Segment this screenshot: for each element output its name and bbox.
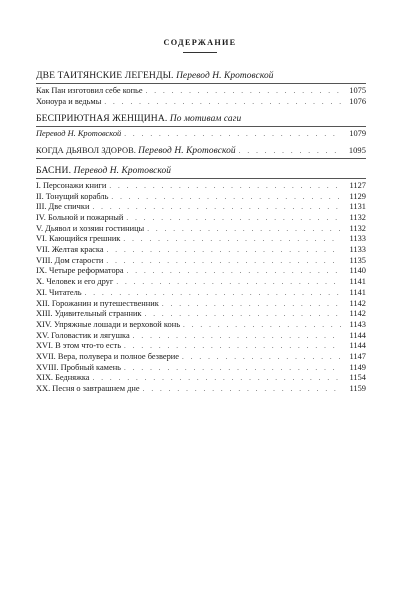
entry-title: I. Персонажи книги — [36, 180, 107, 190]
toc-section — [36, 113, 366, 140]
section-title-row — [36, 165, 366, 177]
toc-entry — [36, 309, 366, 320]
page-number: 1154 — [349, 373, 366, 383]
leader-dots — [127, 266, 341, 277]
toc-entry — [36, 97, 366, 108]
section-translator: Перевод Н. Кротовской — [73, 165, 172, 176]
toc-entry — [36, 224, 366, 235]
toc-entry — [36, 192, 366, 203]
section-title: ДВЕ ТАИТЯНСКИЕ ЛЕГЕНДЫ. — [36, 70, 174, 81]
leader-dots — [109, 181, 341, 192]
leader-dots — [124, 363, 341, 374]
page-number: 1079 — [349, 129, 366, 139]
entry-title: Перевод Н. Кротовской — [36, 129, 122, 139]
leader-dots — [116, 277, 341, 288]
page-number: 1149 — [349, 362, 366, 372]
leader-dots — [106, 256, 341, 267]
leader-dots — [111, 192, 341, 203]
entry-title: III. Две спички — [36, 202, 90, 212]
page-number: 1131 — [349, 202, 366, 212]
entry-title: XVI. В этом что-то есть — [36, 341, 122, 351]
entry-title: VI. Кающийся грешник — [36, 234, 121, 244]
leader-dots — [107, 245, 341, 256]
toc-section — [36, 146, 366, 159]
leader-dots — [93, 373, 341, 384]
page-number: 1147 — [349, 352, 366, 362]
leader-dots — [123, 234, 341, 245]
section-rule — [36, 158, 366, 159]
toc-entry — [36, 352, 366, 363]
leader-dots — [239, 146, 341, 157]
entry-title: IX. Четыре реформатора — [36, 266, 124, 276]
toc-entry — [36, 202, 366, 213]
toc-entry — [36, 384, 366, 395]
toc-entry — [36, 320, 366, 331]
page-heading: СОДЕРЖАНИЕ — [163, 38, 237, 47]
entry-title: Хоноура и ведьмы — [36, 96, 102, 106]
toc-entry — [36, 181, 366, 192]
entry-title: XIX. Бедняжка — [36, 373, 90, 383]
entry-title: VIII. Дом старости — [36, 255, 104, 265]
leader-dots — [92, 202, 341, 213]
section-title: БАСНИ. — [36, 164, 72, 176]
toc-entry — [36, 299, 366, 310]
page-number: 1076 — [349, 96, 366, 106]
leader-dots — [162, 299, 341, 310]
section-rule — [36, 126, 366, 127]
leader-dots — [133, 331, 341, 342]
page-number: 1075 — [349, 86, 366, 95]
entry-title: XVII. Вера, полувера и полное безверие — [36, 352, 179, 362]
entry-title: XX. Песня о завтрашнем дне — [36, 384, 140, 394]
leader-dots — [145, 309, 342, 320]
entry-title: XIV. Упряжные лошади и верховой конь — [36, 319, 181, 329]
entry-title: XI. Читатель — [36, 287, 82, 297]
leader-dots — [104, 97, 341, 108]
page-number: 1141 — [349, 287, 366, 297]
page-number: 1142 — [349, 309, 366, 319]
section-translator: По мотивам саги — [169, 114, 242, 125]
page-number: 1159 — [349, 384, 366, 394]
toc-entry — [36, 213, 366, 224]
section-rule — [36, 83, 366, 84]
leader-dots — [126, 213, 341, 224]
section-title-row — [36, 146, 366, 157]
toc-entry — [36, 129, 366, 140]
page-number: 1133 — [349, 234, 366, 244]
toc-section — [36, 70, 366, 107]
toc-entry — [36, 341, 366, 352]
section-translator: Перевод Н. Кротовской — [138, 146, 236, 157]
leader-dots — [182, 352, 341, 363]
leader-dots — [124, 341, 341, 352]
toc-entry — [36, 266, 366, 277]
entry-title: Как Пан изготовил себе копье — [36, 86, 143, 95]
entry-title: V. Дьявол и хозяин гостиницы — [36, 223, 145, 233]
section-title: БЕСПРИЮТНАЯ ЖЕНЩИНА. — [36, 113, 168, 125]
page-number: 1129 — [349, 191, 366, 201]
section-title-row — [36, 70, 366, 82]
leader-dots — [147, 224, 341, 235]
leader-dots — [146, 86, 341, 97]
toc-entry — [36, 86, 366, 97]
page-number: 1142 — [349, 298, 366, 308]
entry-title: X. Человек и его друг — [36, 277, 114, 287]
entry-title: XVIII. Пробный камень — [36, 362, 121, 372]
section-title-row — [36, 113, 366, 125]
page-number: 1144 — [349, 330, 366, 340]
page-number: 1141 — [349, 277, 366, 287]
leader-dots — [85, 288, 341, 299]
toc-entry — [36, 373, 366, 384]
toc-entry — [36, 245, 366, 256]
entry-title: II. Тонущий корабль — [36, 191, 109, 201]
section-title: КОГДА ДЬЯВОЛ ЗДОРОВ. — [36, 146, 136, 156]
leader-dots — [124, 129, 341, 140]
entry-title: IV. Больной и пожарный — [36, 212, 124, 222]
leader-dots — [143, 384, 341, 395]
toc-entry — [36, 331, 366, 342]
entry-title: XII. Горожанин и путешественник — [36, 298, 159, 308]
toc-entry — [36, 234, 366, 245]
page-number: 1135 — [349, 255, 366, 265]
toc-entry — [36, 363, 366, 374]
entry-title: XV. Головастик и лягушка — [36, 330, 130, 340]
toc-entry — [36, 256, 366, 267]
leader-dots — [183, 320, 341, 331]
toc-section — [36, 165, 366, 395]
table-of-contents — [36, 70, 366, 395]
page-number: 1127 — [349, 180, 366, 190]
page-number: 1095 — [348, 146, 366, 156]
page-number: 1132 — [349, 212, 366, 222]
page-number: 1143 — [349, 319, 366, 329]
toc-entry — [36, 277, 366, 288]
entry-title: XIII. Удивительный странник — [36, 309, 142, 319]
page-number: 1144 — [349, 341, 366, 351]
section-translator: Перевод Н. Кротовской — [176, 71, 274, 81]
section-rule — [36, 178, 366, 179]
page-number: 1132 — [349, 223, 366, 233]
entry-title: VII. Желтая краска — [36, 245, 104, 255]
page-number: 1140 — [349, 266, 366, 276]
heading-rule — [183, 52, 217, 53]
toc-entry — [36, 288, 366, 299]
page-number: 1133 — [349, 245, 366, 255]
